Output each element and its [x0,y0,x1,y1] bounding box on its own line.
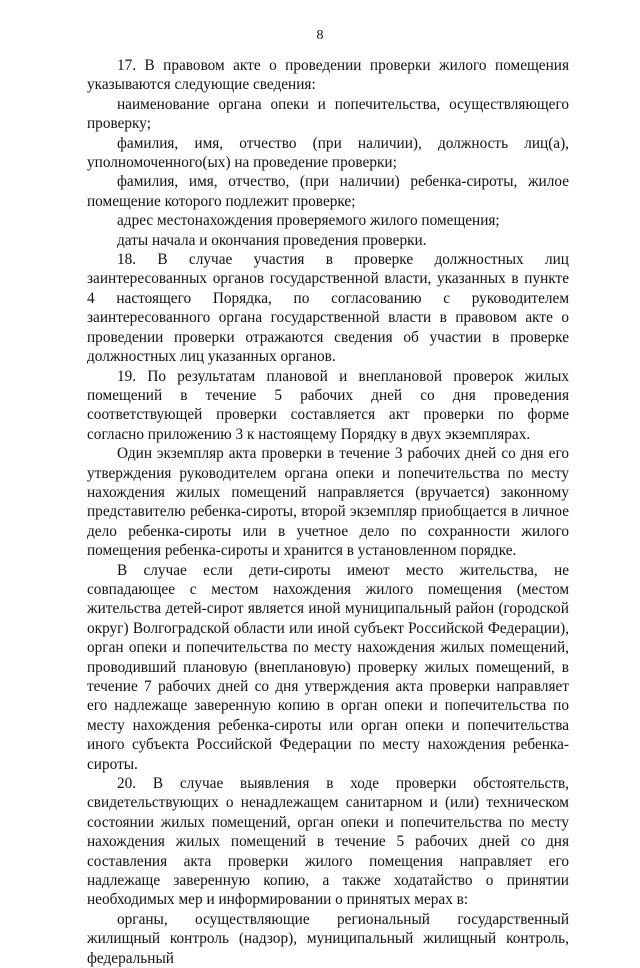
paragraph-17-item-child: фамилия, имя, отчество, (при наличии) ребенка-сироты, жилое помещение которого подлежит проверке; [87,173,569,210]
document-body [87,56,569,968]
paragraph-18: 18. В случае участия в проверке должностных лиц заинтересованных органов государственной власти, указанных в пункте 4 настоящего Порядка, по согласованию с руководителем заинтересованного органа государственной власти в правовом акте о проведении проверки отражаются сведения об участии в проверке должностных лиц указанных органов. [87,251,569,366]
page-number: 8 [316,28,324,43]
paragraph-17-item-dates: даты начала и окончания проведения проверки. [117,231,427,249]
paragraph-19-copy-delivery: Один экземпляр акта проверки в течение 3 рабочих дней со дня его утверждения руководителем органа опеки и попечительства по месту нахождения жилых помещений направляется (вручается) законному представителю ребенка-сироты, второй экземпляр приобщается в личное дело ребенка-сироты или в учетное дело по сохранности жилого помещения ребенка-сироты и хранится в установленном порядке. [87,445,569,560]
paragraph-17-item-address: адрес местонахождения проверяемого жилого помещения; [117,212,500,230]
paragraph-17-item-officials: фамилия, имя, отчество (при наличии), должность лиц(а), уполномоченного(ых) на проведение проверки; [87,134,569,172]
paragraph-17-item-organ: наименование органа опеки и попечительства, осуществляющего проверку; [87,95,569,133]
paragraph-17-intro: 17. В правовом акте о проведении проверки жилого помещения указываются следующие сведения: [87,57,569,94]
paragraph-20: 20. В случае выявления в ходе проверки обстоятельств, свидетельствующих о ненадлежащем санитарном и (или) техническом состоянии жилых помещений, орган опеки и попечительства по месту нахождения жилых помещений в течение 5 рабочих дней со дня составления акта проверки жилого помещения направляет его надлежаще заверенную копию, а также ходатайство о принятии необходимых мер и информировании о принятых мерах в: [87,775,569,909]
paragraph-19-residence-mismatch: В случае если дети-сироты имеют место жительства, не совпадающее с местом нахождения жилого помещения (местом жительства детей-сирот является иной муниципальный район (городской округ) Волгоградской области или иной субъект Российской Федерации), орган опеки и попечительства по месту нахождения жилых помещений, проводивший плановую (внеплановую) проверку жилых помещений, в течение 7 рабочих дней со дня утверждения акта проверки направляет его надлежаще заверенную копию в орган опеки и попечительства по месту нахождения ребенка-сироты или орган опеки и попечительства иного субъекта Российской Федерации по месту нахождения ребенка-сироты. [87,561,569,773]
paragraph-20-item-organs: органы, осуществляющие региональный государственный жилищный контроль (надзор), муниципальный жилищный контроль, федеральный [87,910,569,967]
paragraph-19: 19. По результатам плановой и внеплановой проверок жилых помещений в течение 5 рабочих дней со дня проведения соответствующей проверки составляется акт проверки по форме согласно приложению 3 к настоящему Порядку в двух экземплярах. [87,367,569,443]
